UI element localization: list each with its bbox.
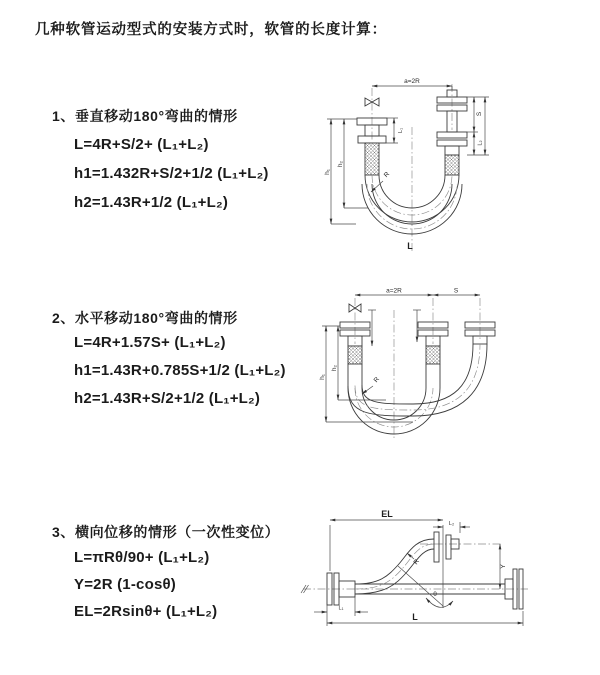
d3-theta-label: θ: [433, 591, 437, 598]
d1-dim-h2-label: h₂: [337, 160, 344, 168]
section-2-formula-h1: h1=1.43R+0.785S+1/2 (L₁+L₂): [74, 362, 286, 379]
d3-dim-y-label: Y: [500, 564, 507, 569]
d2-radius-label: R: [372, 375, 382, 385]
section-1-heading: 1、垂直移动180°弯曲的情形: [52, 108, 238, 124]
document-title: 几种软管运动型式的安装方式时，软管的长度计算：: [35, 22, 387, 38]
d2-dim-s-label: S: [453, 287, 459, 295]
d2-centerlines: [355, 298, 480, 440]
d1-left-leg: [357, 118, 387, 175]
section-3-formula-y: Y=2R (1-cosθ): [74, 576, 176, 593]
section-1-formula-h1: h1=1.432R+S/2+1/2 (L₁+L₂): [74, 165, 269, 182]
d3-dim-l1-label: L₁: [338, 605, 344, 612]
d3-dim-el: [330, 520, 443, 608]
d3-dim-l-label: L: [412, 612, 418, 622]
d2-small-dims: [368, 310, 421, 346]
d2-hose-arcs-moved: [348, 344, 487, 416]
diagram-1-vertical-u-bend: [322, 72, 588, 258]
section-2-formula-h2: h2=1.43R+S/2+1/2 (L₁+L₂): [74, 390, 261, 407]
section-3-formula-el: EL=2Rsinθ+ (L₁+L₂): [74, 603, 218, 620]
d3-centerlines: [303, 544, 528, 589]
d1-dim-h2: [344, 119, 368, 208]
section-3-heading: 3、横向位移的情形（一次性变位）: [52, 524, 280, 540]
d3-dim-l2-label: L₂: [448, 521, 455, 527]
d1-right-leg: [437, 90, 467, 175]
d2-dim-h1: [322, 326, 413, 422]
d1-centerlines: [372, 84, 452, 253]
d1-dim-l2-label: L₂: [477, 140, 484, 146]
d1-dim-a2r: [372, 86, 452, 90]
d3-hose-s-curve: [355, 539, 434, 594]
d1-radius-label: R: [382, 170, 392, 180]
d3-upper-fitting: [434, 532, 459, 562]
d2-dim-h1-label: h₁: [319, 374, 326, 380]
d1-dim-l1: [379, 118, 398, 143]
d2-radius-callout: [362, 386, 373, 394]
diagram-3-lateral-displacement: [300, 505, 592, 660]
d2-dim-a2r-label: a=2R: [386, 287, 402, 295]
section-3-formula-l: L=πRθ/90+ (L₁+L₂): [74, 549, 210, 566]
section-1-formula-l: L=4R+S/2+ (L₁+L₂): [74, 136, 209, 153]
section-2-heading: 2、水平移动180°弯曲的情形: [52, 310, 238, 326]
d1-length-label: L: [407, 241, 413, 251]
d3-dim-el-label: EL: [381, 509, 393, 519]
section-1-formula-h2: h2=1.43R+1/2 (L₁+L₂): [74, 194, 229, 211]
d3-radius-callout: [407, 553, 414, 559]
d3-dim-l: [327, 611, 523, 626]
diagram-2-horizontal-u-bend: [318, 282, 594, 460]
d3-radius-label: R: [412, 558, 421, 567]
d1-dim-a2r-label: a=2R: [404, 78, 420, 85]
d1-dim-s-label: S: [476, 111, 483, 117]
d1-dim-l1-label: L₁: [398, 128, 404, 133]
d1-dim-h1-label: h₁: [324, 169, 331, 175]
d2-dim-h2-label: h₂: [331, 364, 338, 372]
section-2-formula-l: L=4R+1.57S+ (L₁+L₂): [74, 334, 226, 351]
